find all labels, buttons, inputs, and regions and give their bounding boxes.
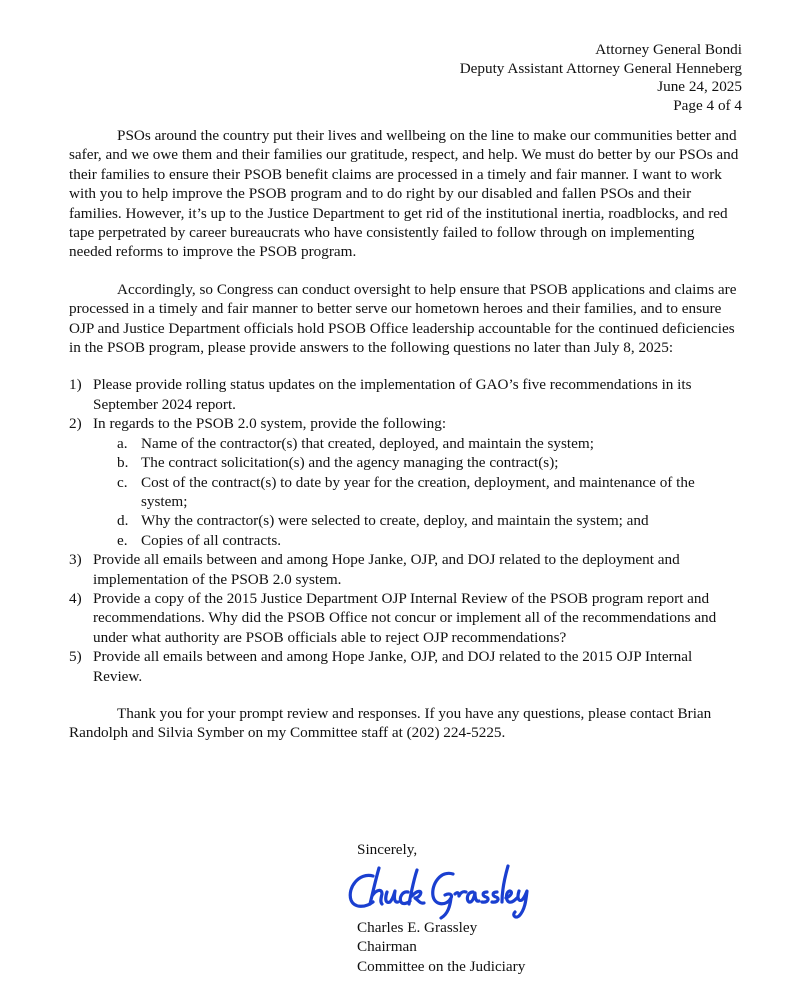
question-text: In regards to the PSOB 2.0 system, provide the following: xyxy=(93,415,447,433)
sub-question-item xyxy=(93,434,741,453)
question-item xyxy=(69,589,741,647)
handwritten-signature xyxy=(345,862,535,922)
question-number: 2) xyxy=(69,415,82,433)
sub-question-item xyxy=(93,531,741,550)
question-text: Provide all emails between and among Hope Janke, OJP, and DOJ related to the 2015 OJP Internal Review. xyxy=(93,648,693,685)
header-page-number: Page 4 of 4 xyxy=(673,96,742,114)
sub-question-text: Copies of all contracts. xyxy=(141,531,282,549)
sub-question-item xyxy=(93,473,741,512)
signatory-committee: Committee on the Judiciary xyxy=(357,957,526,975)
header-recipient-1: Attorney General Bondi xyxy=(595,41,742,58)
header-recipient-2: Deputy Assistant Attorney General Henneberg xyxy=(459,59,742,77)
letter-body xyxy=(69,126,741,743)
question-item xyxy=(69,414,741,550)
question-number: 4) xyxy=(69,589,82,607)
sub-question-text: Cost of the contract(s) to date by year for the creation, deployment, and maintenance of the system; xyxy=(141,473,695,510)
closing-block xyxy=(357,840,535,976)
sub-question-letter: c. xyxy=(117,473,128,491)
sub-question-text: Name of the contractor(s) that created, deployed, and maintain the system; xyxy=(141,434,594,452)
question-item xyxy=(69,647,741,686)
header-date: June 24, 2025 xyxy=(657,78,742,95)
questions-list xyxy=(69,375,741,686)
question-number: 5) xyxy=(69,648,82,666)
question-number: 1) xyxy=(69,376,82,394)
sub-question-item xyxy=(93,511,741,530)
signatory-name: Charles E. Grassley xyxy=(357,918,478,936)
sub-question-letter: b. xyxy=(117,454,129,472)
sub-question-letter: d. xyxy=(117,512,129,530)
sub-question-text: The contract solicitation(s) and the agency managing the contract(s); xyxy=(141,454,559,472)
sub-questions-list xyxy=(93,434,741,550)
question-text: Please provide rolling status updates on the implementation of GAO’s five recommendations in its September 2024 report. xyxy=(93,376,692,413)
question-number: 3) xyxy=(69,551,82,569)
signatory-title: Chairman xyxy=(357,938,417,956)
question-item xyxy=(69,550,741,589)
sub-question-item xyxy=(93,453,741,472)
paragraph-2: Accordingly, so Congress can conduct oversight to help ensure that PSOB applications and claims are processed in a timely and fair manner to better serve our hometown heroes and their families, and to ensure OJP and Justice Department officials hold PSOB Office leadership accountable for the continued deficiencies in the PSOB program, please provide answers to the following questions no later than July 8, 2025: xyxy=(69,280,737,357)
sub-question-letter: a. xyxy=(117,434,128,452)
sub-question-text: Why the contractor(s) were selected to create, deploy, and maintain the system; and xyxy=(141,512,649,530)
paragraph-3: Thank you for your prompt review and responses. If you have any questions, please contact Brian Randolph and Silvia Symber on my Committee staff at (202) 224-5225. xyxy=(69,704,712,742)
question-item xyxy=(69,375,741,414)
salutation: Sincerely, xyxy=(357,841,418,858)
question-text: Provide a copy of the 2015 Justice Department OJP Internal Review of the PSOB program report and recommendations. Why did the PSOB Office not concur or implement all of the recommendations and under what authority are PSOB officials able to reject OJP recommendations? xyxy=(93,589,717,646)
paragraph-1: PSOs around the country put their lives and wellbeing on the line to make our communities better and safer, and we owe them and their families our gratitude, respect, and help. We must do better by our PSOs and their families to ensure their PSOB benefit claims are processed in a timely and fair manner. I want to work with you to help improve the PSOB program and to do right by our disabled and fallen PSOs and their families. However, it’s up to the Justice Department to get rid of the institutional inertia, roadblocks, and red tape perpetrated by career bureaucrats who have consistently failed to follow through on implementing needed reforms to improve the PSOB program. xyxy=(69,127,739,261)
sub-question-letter: e. xyxy=(117,531,128,549)
page-header xyxy=(460,41,742,115)
question-text: Provide all emails between and among Hope Janke, OJP, and DOJ related to the deployment and implementation of the PSOB 2.0 system. xyxy=(93,551,680,588)
